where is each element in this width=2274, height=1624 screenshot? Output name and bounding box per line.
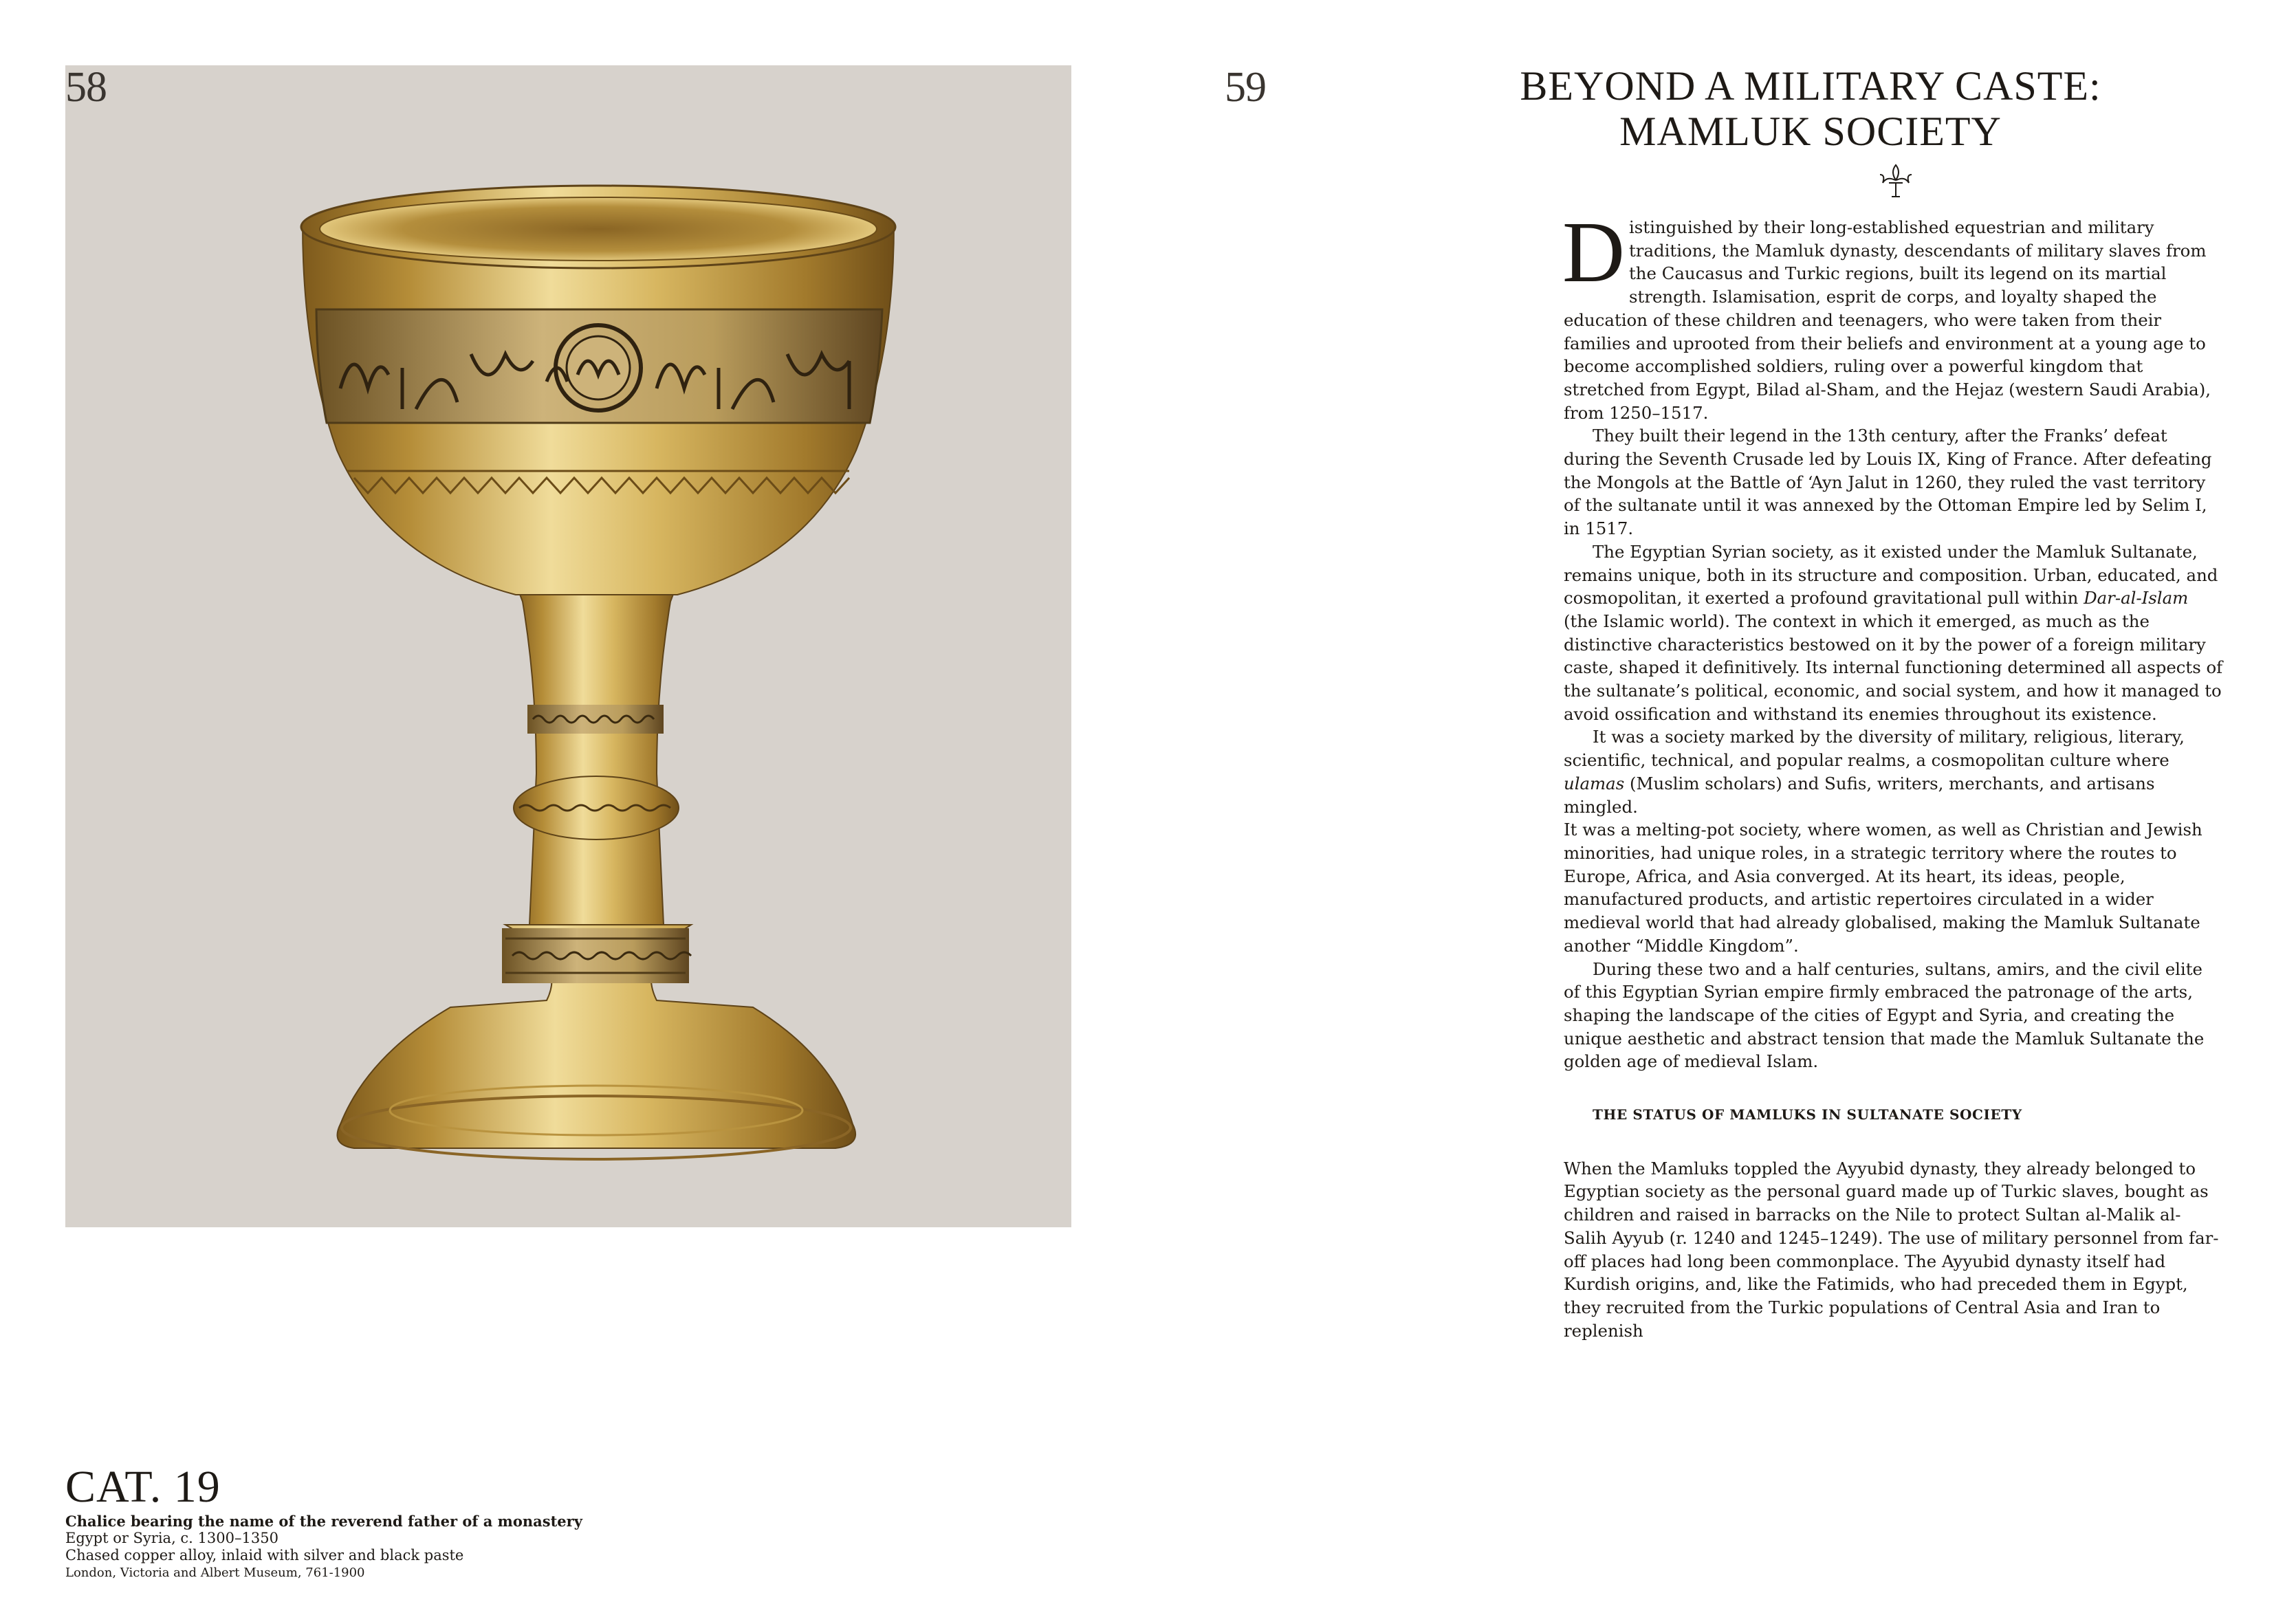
chapter-title (1480, 63, 2141, 154)
fleur-de-lis-icon (1877, 162, 1915, 201)
page-number-left: 58 (65, 64, 107, 111)
section-subheading: THE STATUS OF MAMLUKS IN SULTANATE SOCIETY (1593, 1106, 2022, 1123)
right-page (1137, 0, 2274, 1624)
article-body (1562, 205, 2224, 1342)
paragraph-4 (1564, 725, 2224, 818)
paragraph-1-text: istinguished by their long-established equestrian and military traditions, the Mamluk dynasty, descendants of military slaves from the Caucasus and Turkic regions, built its legend on its martial strength. Islamisation, esprit de corps, and loyalty shaped the education of these children and teenagers, who were taken from their families and uprooted from their beliefs and environment at a young age to become accomplished soldiers, ruling over a powerful kingdom that stretched from Egypt, Bilad al-Sham, and the Hejaz (western Saudi Arabia), from 1250–1517. (1564, 217, 2211, 423)
caption-title: Chalice bearing the name of the reverend father of a monastery (65, 1513, 582, 1530)
catalogue-caption (65, 1513, 822, 1581)
chapter-title-line-2: MAMLUK SOCIETY (1619, 109, 2002, 154)
paragraph-3-text-b: (the Islamic world). The context in which it emerged, as much as the distinctive characteristics bestowed on it by the power of a foreign military caste, shaped it definitively. Its internal functioning determined all aspects of the sultanate’s political, economic, and social system, and how it managed to avoid ossification and withstand its enemies throughout its existence. (1564, 611, 2223, 724)
paragraph-7: When the Mamluks toppled the Ayyubid dynasty, they already belonged to Egyptian society as the personal guard made up of Turkic slaves, bought as children and raised in barracks on the Nile to protect Sultan al-Malik al-Salih Ayyub (r. 1240 and 1245–1249). The use of military personnel from far-off places had long been commonplace. The Ayyubid dynasty itself had Kurdish origins, and, like the Fatimids, who had preceded them in Egypt, they recruited from the Turkic populations of Central Asia and Iran to replenish (1564, 1158, 2219, 1341)
drop-cap: D (1562, 205, 1625, 300)
catalogue-plate (65, 65, 1071, 1227)
page-number-right: 59 (1225, 64, 1266, 111)
paragraph-1 (1562, 205, 2224, 424)
paragraph-2: They built their legend in the 13th century, after the Franks’ defeat during the Seventh Crusade led by Louis IX, King of France. After defeating the Mongols at the Battle of ‘Ayn Jalut in 1260, they ruled the vast territory of the sultanate until it was annexed by the Ottoman Empire led by Selim I, in 1517. (1564, 426, 2212, 539)
paragraph-3 (1564, 540, 2224, 726)
paragraph-3-text-a: The Egyptian Syrian society, as it existed under the Mamluk Sultanate, remains unique, both in its structure and composition. Urban, educated, and cosmopolitan, it exerted a profound gravitational pull within (1564, 541, 2218, 608)
chalice-stem (512, 574, 681, 925)
paragraph-4-text-b: (Muslim scholars) and Sufis, writers, merchants, and artisans mingled. (1564, 773, 2155, 817)
paragraph-5: It was a melting-pot society, where women, as well as Christian and Jewish minorities, had unique roles, in a strategic territory where the routes to Europe, Africa, and Asia converged. At its heart, its ideas, people, manufactured products, and artistic repertoires circulated in a wider medieval world that had already globalised, making the Mamluk Sultanate another “Middle Kingdom”. (1564, 820, 2202, 956)
term-ulamas: ulamas (1564, 773, 1625, 793)
caption-medium: Chased copper alloy, inlaid with silver and black paste (65, 1547, 464, 1563)
term-dar-al-islam: Dar-al-Islam (2084, 588, 2189, 608)
chalice-illustration (65, 65, 1071, 1227)
catalogue-number: CAT. 19 (65, 1462, 221, 1512)
caption-origin: Egypt or Syria, c. 1300–1350 (65, 1530, 278, 1546)
paragraph-4-text-a: It was a society marked by the diversity of military, religious, literary, scientific, technical, and popular realms, a cosmopolitan culture where (1564, 727, 2185, 771)
caption-collection: London, Victoria and Albert Museum, 761-1900 (65, 1566, 365, 1580)
paragraph-6: During these two and a half centuries, sultans, amirs, and the civil elite of this Egyptian Syrian empire firmly embraced the patronage of the arts, shaping the landscape of the cities of Egypt and Syria, and creating the unique aesthetic and abstract tension that made the Mamluk Sultanate the golden age of medieval Islam. (1564, 958, 2205, 1072)
chapter-title-line-1: BEYOND A MILITARY CASTE: (1520, 63, 2101, 109)
chalice-knop (514, 776, 679, 840)
